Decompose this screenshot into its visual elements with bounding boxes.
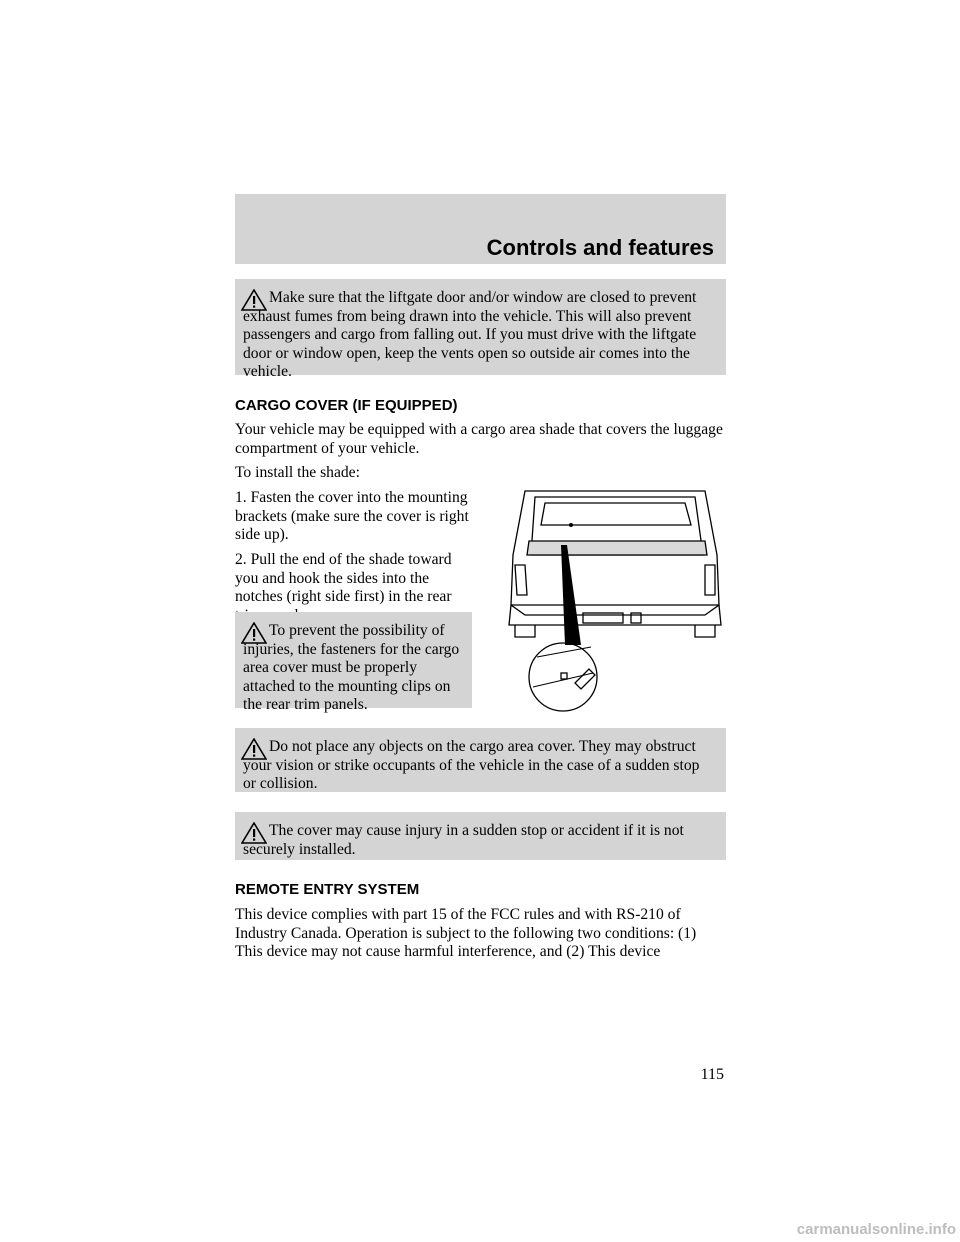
install-step-1: 1. Fasten the cover into the mounting brackets (make sure the cover is right side up). bbox=[235, 489, 469, 543]
warning-icon bbox=[241, 289, 267, 311]
section-header bbox=[235, 194, 726, 264]
warning-text: To prevent the possibility of injuries, the fasteners for the cargo area cover must be properly attached to the mounting clips on the rear trim panels. bbox=[243, 622, 460, 713]
warning-text: The cover may cause injury in a sudden stop or accident if it is not securely installed. bbox=[243, 822, 684, 858]
cargo-intro: Your vehicle may be equipped with a cargo area shade that covers the luggage compartment of your vehicle. bbox=[235, 421, 723, 457]
warning-text: Do not place any objects on the cargo area cover. They may obstruct your vision or strike occupants of the vehicle in the case of a sudden stop or collision. bbox=[243, 738, 700, 792]
cargo-cover-heading: CARGO COVER (IF EQUIPPED) bbox=[235, 397, 458, 414]
warning-text: Make sure that the liftgate door and/or window are closed to prevent exhaust fumes from being drawn into the vehicle. This will also prevent passengers and cargo from falling out. If you must drive with the liftgate door or window open, keep the vents open so outside air comes into the vehicle. bbox=[243, 289, 697, 380]
warning-icon bbox=[241, 822, 267, 844]
warning-icon bbox=[241, 622, 267, 644]
warning-box-objects bbox=[235, 728, 726, 792]
watermark: carmanualsonline.info bbox=[796, 1221, 956, 1238]
warning-box-fasteners bbox=[235, 612, 472, 713]
cargo-cover-illustration bbox=[505, 485, 727, 723]
install-step-2: 2. Pull the end of the shade toward you and hook the sides into the notches (right side first) in the rear bbox=[235, 551, 452, 605]
warning-icon bbox=[241, 738, 267, 760]
remote-entry-heading: REMOTE ENTRY SYSTEM bbox=[235, 881, 420, 898]
install-intro: To install the shade: bbox=[235, 464, 360, 481]
warning-box-exhaust bbox=[235, 279, 726, 380]
section-title: Controls and features bbox=[486, 235, 714, 260]
warning-box-injury bbox=[235, 812, 726, 860]
page-number: 115 bbox=[700, 1066, 724, 1083]
remote-entry-text: This device complies with part 15 of the FCC rules and with RS-210 of Industry Canada. Operation is subject to the following two conditions: (1) This device may not cause harmful interference, and (2) This device bbox=[235, 906, 697, 960]
